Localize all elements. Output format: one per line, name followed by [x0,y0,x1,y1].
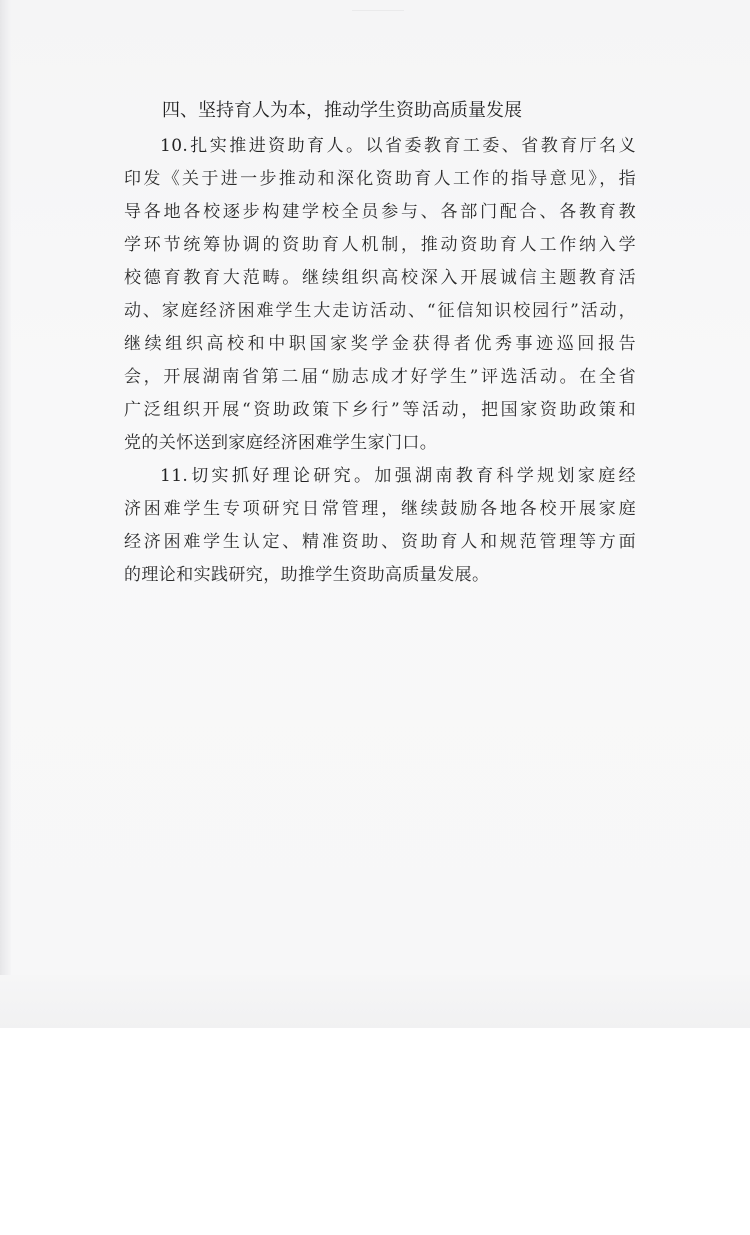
item-10-line-text: 以省委教育工委、省教育厅名义 [365,136,636,156]
item-11-line-text: 加强湖南教育科学规划家庭经 [374,466,636,486]
item-11-lead: 11.切实抓好理论研究。 [160,466,375,486]
paragraph-item-11 [124,460,636,592]
paragraph-line: 的理论和实践研究，助推学生资助高质量发展。 [124,565,490,585]
item-10-lead: 10.扎实推进资助育人。 [160,136,366,156]
paragraph-line: 党的关怀送到家庭经济困难学生家门口。 [124,433,438,453]
paragraph-line [124,460,636,493]
paragraph-line [124,130,636,163]
scan-bottom-shade [0,975,750,1028]
paragraph-line: 经济困难学生认定、精准资助、资助育人和规范管理等方面 [124,532,636,552]
paragraph-line: 济困难学生专项研究日常管理，继续鼓励各地各校开展家庭 [124,499,636,519]
paragraph-item-10 [124,130,636,460]
paragraph-line: 广泛组织开展“资助政策下乡行”等活动，把国家资助政策和 [124,400,636,420]
section-heading: 四、坚持育人为本，推动学生资助高质量发展 [162,100,522,121]
paragraph-line: 校德育教育大范畴。继续组织高校深入开展诚信主题教育活 [124,268,636,288]
paragraph-line: 会，开展湖南省第二届“励志成才好学生”评选活动。在全省 [124,367,636,387]
paragraph-line: 学环节统筹协调的资助育人机制，推动资助育人工作纳入学 [124,235,636,255]
document-body [124,92,636,592]
paragraph-line: 继续组织高校和中职国家奖学金获得者优秀事迹巡回报告 [124,334,636,354]
paragraph-line: 动、家庭经济困难学生大走访活动、“征信知识校园行”活动， [124,301,636,321]
scan-top-mark [352,0,404,11]
paragraph-line: 印发《关于进一步推动和深化资助育人工作的指导意见》，指 [124,169,636,189]
paragraph-line: 导各地各校逐步构建学校全员参与、各部门配合、各教育教 [124,202,636,222]
scan-left-edge [0,0,11,1028]
